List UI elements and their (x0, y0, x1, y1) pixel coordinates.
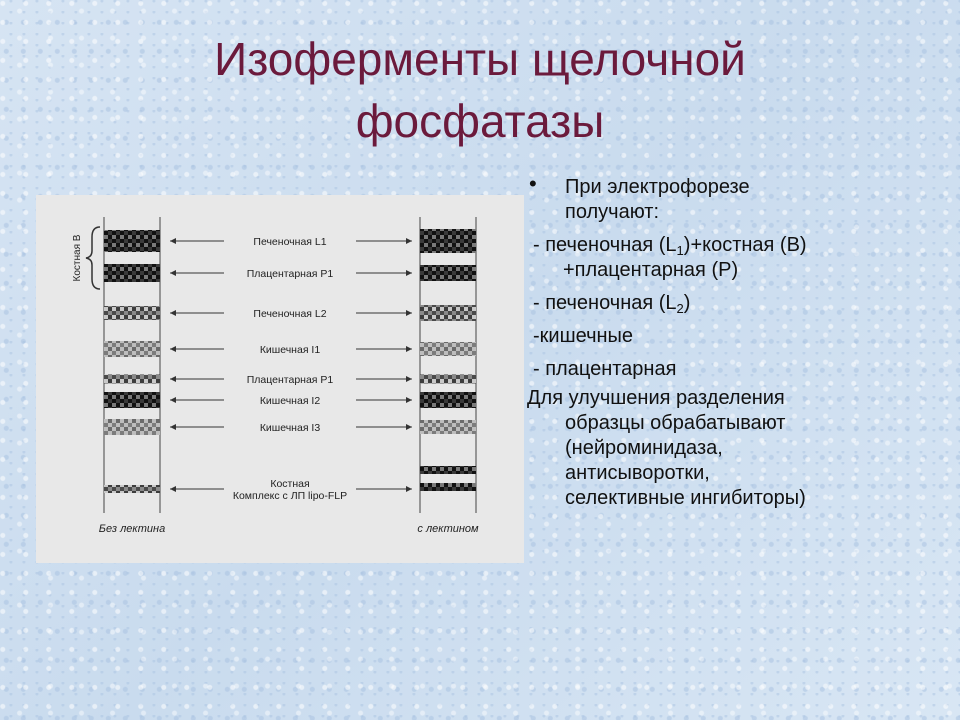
intro-line-1: При электрофорезе (565, 176, 750, 198)
band-row (104, 392, 476, 408)
band-label: Кишечная I2 (259, 395, 321, 407)
right-lane-band (420, 229, 476, 253)
separation-note (527, 386, 947, 511)
right-lane-band (420, 375, 476, 384)
note-line-3: (нейроминидаза, (565, 437, 723, 459)
band-label: Печеночная L1 (253, 236, 327, 248)
left-lane-band (104, 419, 160, 435)
slide-title (0, 28, 960, 152)
note-line-5: селективные ингибиторы) (565, 487, 806, 509)
electrophoresis-diagram (36, 195, 524, 563)
band-row (104, 478, 412, 502)
band-label: Кишечная I3 (259, 422, 321, 434)
left-lane-band (104, 485, 160, 493)
left-lane-band (104, 375, 160, 384)
right-lane-band (420, 483, 476, 491)
left-lane-band (104, 392, 160, 408)
item-liver-l2 (533, 291, 947, 316)
bullet-intro (527, 171, 947, 225)
bullet-marker: • (529, 171, 537, 196)
item4-text: - плацентарная (533, 358, 677, 380)
item-placental (533, 357, 947, 382)
band-label: Костная (270, 478, 310, 490)
item1-suffix: )+костная (В) (683, 234, 807, 256)
bracket-label: Костная B (72, 234, 83, 282)
band-label-line-2: Комплекс с ЛП lipo-FLP (232, 490, 348, 502)
item1-subscript: 1 (676, 243, 684, 258)
item1-line-2: +плацентарная (Р) (563, 259, 739, 281)
intro-line-2: получают: (565, 201, 660, 223)
left-lane-band (104, 264, 160, 282)
item3-text: -кишечные (533, 325, 634, 347)
band-label: Кишечная I1 (259, 344, 321, 356)
item2-suffix: ) (683, 292, 691, 314)
note-line-1: Для улучшения разделения (527, 387, 785, 409)
band-label: Печеночная L2 (253, 308, 327, 320)
right-lane-band (420, 265, 476, 281)
band-label: Плацентарная P1 (246, 268, 334, 280)
band-row (104, 419, 476, 435)
left-lane-band (104, 341, 160, 357)
right-lane-caption: с лектином (417, 523, 479, 535)
band-row (104, 305, 476, 321)
item2-prefix: - печеночная (L (533, 292, 677, 314)
bone-bracket (86, 227, 100, 289)
right-lane-band (420, 342, 476, 356)
right-lane-band (420, 392, 476, 408)
band-row (104, 264, 476, 282)
band-row (104, 341, 476, 357)
electrophoresis-figure (36, 195, 524, 563)
slide-text (527, 171, 947, 511)
item1-prefix: - печеночная (L (533, 234, 677, 256)
left-lane-caption: Без лектина (98, 523, 166, 535)
right-lane-band (420, 420, 476, 434)
title-line-2: фосфатазы (355, 95, 605, 147)
title-line-1: Изоферменты щелочной (214, 33, 746, 85)
note-line-2: образцы обрабатывают (565, 412, 786, 434)
left-lane-band (104, 230, 160, 252)
right-lane-band (420, 305, 476, 321)
item-intestinal (533, 324, 947, 349)
right-lane-band (420, 466, 476, 474)
band-row (104, 229, 476, 253)
item-liver-l1 (533, 233, 947, 283)
note-line-4: антисыворотки, (565, 462, 710, 484)
item2-subscript: 2 (676, 301, 684, 316)
left-lane-band (104, 306, 160, 320)
band-label: Плацентарная P1 (246, 374, 334, 386)
